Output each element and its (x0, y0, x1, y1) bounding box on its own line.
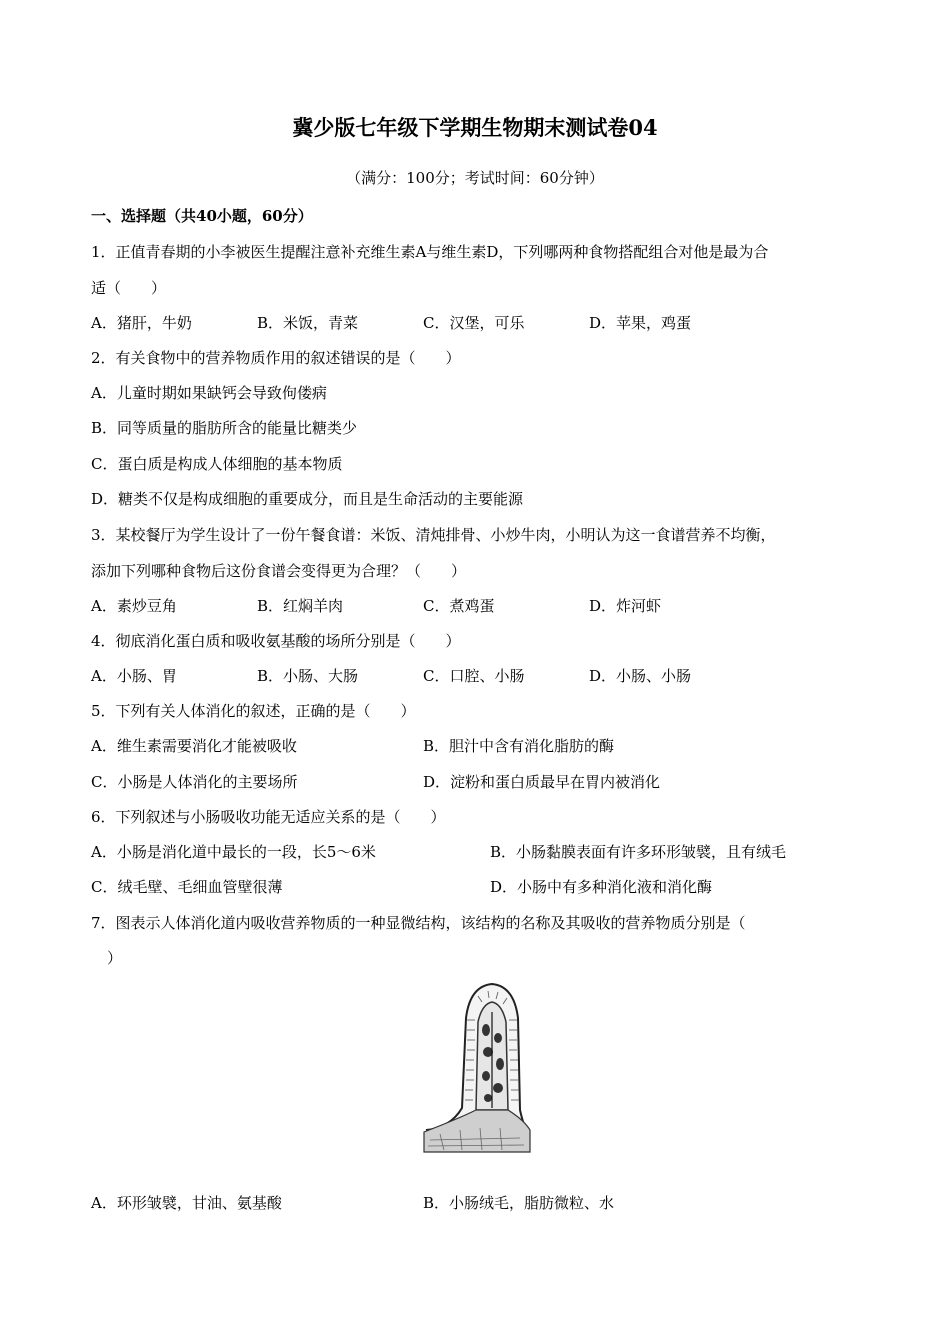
q6-option-c: C．绒毛壁、毛细血管壁很薄 (91, 878, 283, 896)
q5-option-b: B．胆汁中含有消化脂肪的酶 (423, 737, 615, 755)
villus-illustration (420, 980, 532, 1160)
question-4-stem: 4．彻底消化蛋白质和吸收氨基酸的场所分别是（ ） (91, 632, 461, 650)
q1-option-d: D．苹果，鸡蛋 (589, 314, 692, 332)
q4-option-c: C．口腔、小肠 (423, 667, 525, 685)
q7-option-b: B．小肠绒毛，脂肪微粒、水 (423, 1194, 615, 1212)
section-heading: 一、选择题（共40小题，60分） (91, 207, 313, 225)
q2-option-d: D．糖类不仅是构成细胞的重要成分，而且是生命活动的主要能源 (91, 490, 524, 508)
question-5-stem: 5．下列有关人体消化的叙述，正确的是（ ） (91, 702, 416, 720)
question-7-stem-cont: ） (107, 949, 123, 967)
exam-subtitle: （满分：100分；考试时间：60分钟） (346, 169, 604, 187)
question-1-stem-cont: 适（ ） (91, 279, 167, 297)
q3-option-b: B．红焖羊肉 (257, 597, 344, 615)
q2-option-c: C．蛋白质是构成人体细胞的基本物质 (91, 455, 343, 473)
q7-option-a: A．环形皱襞，甘油、氨基酸 (91, 1194, 282, 1212)
q2-option-a: A．儿童时期如果缺钙会导致佝偻病 (91, 384, 327, 402)
q1-option-a: A．猪肝，牛奶 (91, 314, 192, 332)
q5-option-c: C．小肠是人体消化的主要场所 (91, 773, 298, 791)
q4-option-d: D．小肠、小肠 (589, 667, 692, 685)
question-1-stem: 1．正值青春期的小李被医生提醒注意补充维生素A与维生素D，下列哪两种食物搭配组合对他是最为合 (91, 243, 769, 261)
q3-option-c: C．煮鸡蛋 (423, 597, 495, 615)
q6-option-a: A．小肠是消化道中最长的一段，长5～6米 (91, 843, 376, 861)
q1-option-c: C．汉堡，可乐 (423, 314, 525, 332)
question-3-stem-cont: 添加下列哪种食物后这份食谱会变得更为合理？（ ） (91, 562, 467, 580)
question-3-stem: 3．某校餐厅为学生设计了一份午餐食谱：米饭、清炖排骨、小炒牛肉，小明认为这一食谱营养不均衡， (91, 526, 776, 544)
q4-option-a: A．小肠、胃 (91, 667, 177, 685)
q2-option-b: B．同等质量的脂肪所含的能量比糖类少 (91, 419, 358, 437)
question-2-stem: 2．有关食物中的营养物质作用的叙述错误的是（ ） (91, 349, 461, 367)
q3-option-d: D．炸河虾 (589, 597, 662, 615)
q5-option-a: A．维生素需要消化才能被吸收 (91, 737, 297, 755)
q6-option-d: D．小肠中有多种消化液和消化酶 (490, 878, 713, 896)
q1-option-b: B．米饭，青菜 (257, 314, 359, 332)
q3-option-a: A．素炒豆角 (91, 597, 177, 615)
q5-option-d: D．淀粉和蛋白质最早在胃内被消化 (423, 773, 661, 791)
question-7-stem: 7．图表示人体消化道内吸收营养物质的一种显微结构，该结构的名称及其吸收的营养物质分别是（ (91, 914, 746, 932)
question-6-stem: 6．下列叙述与小肠吸收功能无适应关系的是（ ） (91, 808, 446, 826)
q4-option-b: B．小肠、大肠 (257, 667, 359, 685)
exam-title: 冀少版七年级下学期生物期末测试卷04 (292, 115, 658, 140)
q6-option-b: B．小肠黏膜表面有许多环形皱襞，且有绒毛 (490, 843, 787, 861)
